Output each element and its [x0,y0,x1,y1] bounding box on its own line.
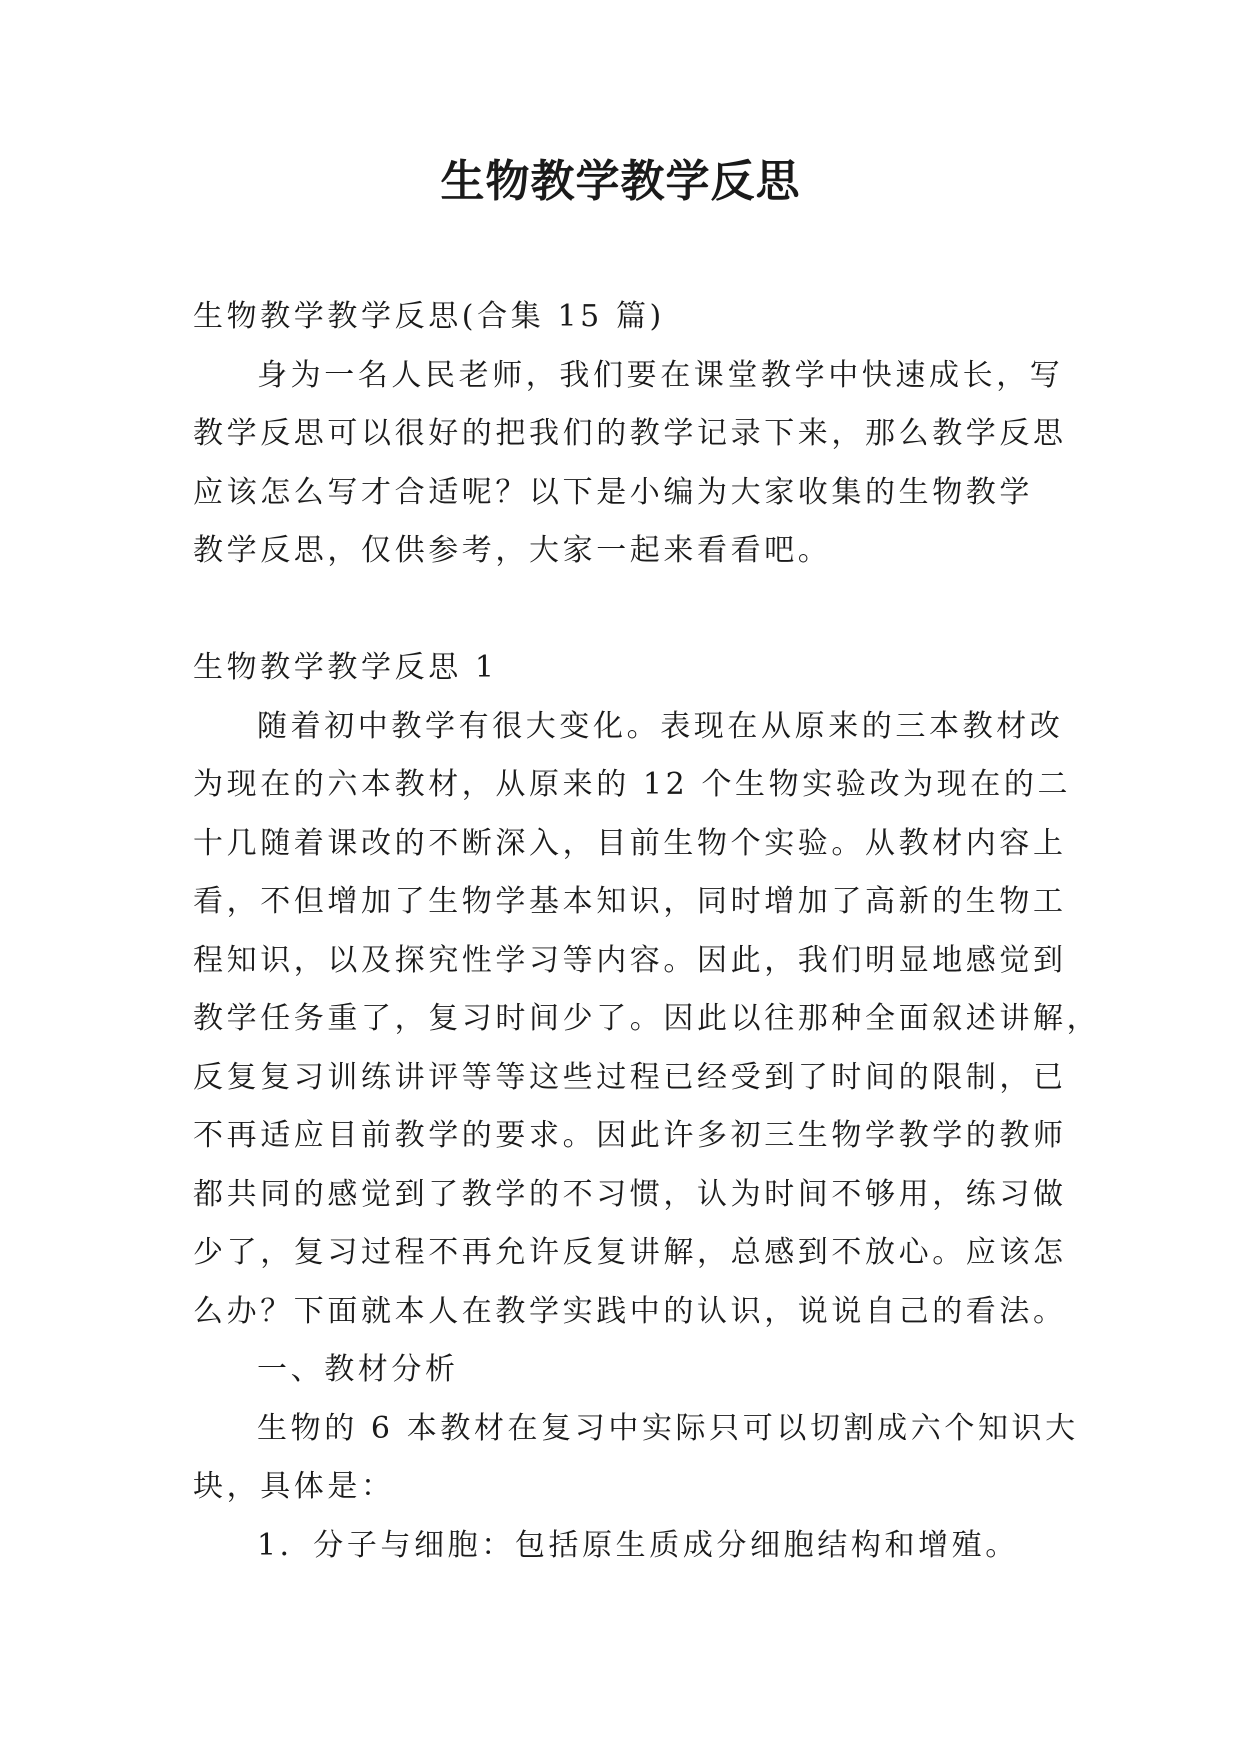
text-line: 都共同的感觉到了教学的不习惯，认为时间不够用，练习做 [193,1176,1067,1212]
text-line: 不再适应目前教学的要求。因此许多初三生物学教学的教师 [193,1118,1067,1153]
text-line: 程知识，以及探究性学习等内容。因此，我们明显地感觉到 [193,942,1067,978]
text-line: 十几随着课改的不断深入，目前生物个实验。从教材内容上 [193,825,1067,861]
text-line: 少了，复习过程不再允许反复讲解，总感到不放心。应该怎 [193,1235,1067,1270]
text-line: 块，具体是： [193,1469,395,1504]
text-line: 应该怎么写才合适呢？以下是小编为大家收集的生物教学 [193,474,1033,510]
text-line: 教学任务重了，复习时间少了。因此以往那种全面叙述讲解， [193,1001,1101,1036]
text-line: 生物教学教学反思 1 [193,650,498,685]
text-line: 1．分子与细胞：包括原生质成分细胞结构和增殖。 [257,1527,1019,1563]
text-line: 生物的 6 本教材在复习中实际只可以切割成六个知识大 [257,1410,1079,1446]
text-line: 随着初中教学有很大变化。表现在从原来的三本教材改 [257,708,1064,744]
paragraph-gap [193,581,1053,640]
text-line: 一、教材分析 [257,1352,459,1387]
text-line: 为现在的六本教材，从原来的 12 个生物实验改为现在的二 [193,767,1072,802]
text-line: 教学反思，仅供参考，大家一起来看看吧。 [193,533,832,568]
text-line: 反复复习训练讲评等等这些过程已经受到了时间的限制，已 [193,1059,1067,1095]
document-title: 生物教学教学反思 [440,156,801,207]
text-line: 教学反思可以很好的把我们的教学记录下来，那么教学反思 [193,416,1067,451]
document-body [193,288,1101,1575]
text-line: 么办？下面就本人在教学实践中的认识，说说自己的看法。 [193,1293,1067,1329]
text-line: 身为一名人民老师，我们要在课堂教学中快速成长，写 [257,357,1064,393]
text-line: 生物教学教学反思(合集 15 篇) [193,299,665,334]
text-line: 看，不但增加了生物学基本知识，同时增加了高新的生物工 [193,884,1067,919]
